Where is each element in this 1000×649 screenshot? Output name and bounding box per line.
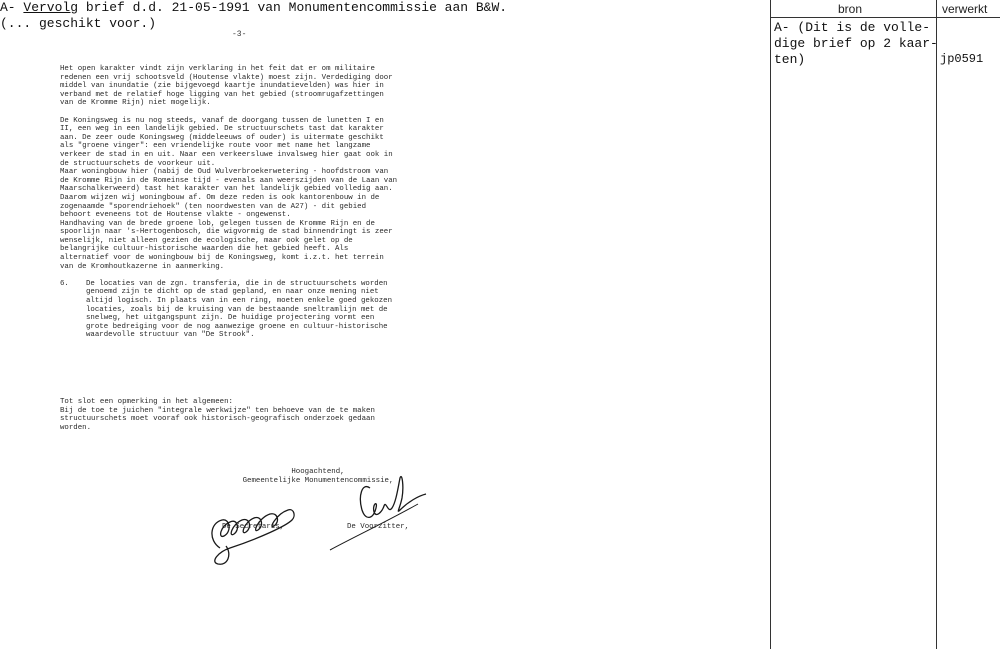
- verwerkt-column-header: verwerkt: [942, 2, 988, 16]
- signoff-regards: Hoogachtend,: [291, 468, 345, 476]
- verwerkt-cell: jp0591: [940, 52, 984, 66]
- paragraph-2: De Koningsweg is nu nog steeds, vanaf de doorgang tussen de lunetten I en II, een weg in een landelijk gebied. De structuurschets tast dat karakter aan. De zeer oude Koningsweg (middeleeuws of ouder) is uitermate geschikt als "groene vinger": een vriendelijke route voor met name het langzame verkeer de stad in en uit. Naar een verkeersluwe invalsweg hier gaat ook in de structuurschets de voorkeur uit.: [60, 116, 393, 168]
- table-left-border: [770, 0, 771, 649]
- secretary-label: De Secretaris,: [222, 523, 285, 531]
- bron-cell: A- (Dit is de volle- dige brief op 2 kaar- ten): [774, 20, 938, 67]
- letter-header: [0, 0, 770, 32]
- table-column-divider: [936, 0, 937, 649]
- header-line-1: [0, 0, 770, 16]
- closing-remark: [60, 398, 400, 432]
- closing-line-2: Bij de toe te juichen "integrale werkwijze" ten behoeve van de te maken structuurschets moet vooraf ook historisch-geografisch onderzoek gedaan worden.: [60, 406, 375, 432]
- bron-column-header: bron: [838, 2, 863, 16]
- paragraph-1: Het open karakter vindt zijn verklaring in het feit dat er om militaire redenen een vrij schootsveld (Houtense vlakte) moest zijn. Verdediging door middel van inundatie (zie bijgevoegd kaartje inundatievelden) was hier in verband met de relatief hoge ligging van het gebied (stroomrugafzettingen van de Kromme Rijn) niet mogelijk.: [60, 65, 393, 108]
- paragraph-3: Maar woningbouw hier (nabij de Oud Wulverbroekerwetering - hoofdstroom van de Kromme Rijn in de Romeinse tijd - evenals aan weerszijden van de Laan van Maarschalkerweerd) tast het karakter van het landelijk gebied volledig aan. Daarom wijzen wij woningbouw af. Om deze reden is ook kantorenbouw in de zogenaamde "sporendriehoek" (ten noordwesten van de A27) - dit gebied behoort eveneens tot de Houtense vlakte - ongewenst.: [60, 168, 398, 220]
- page-number: -3-: [232, 30, 247, 39]
- header-rest: brief d.d. 21-05-1991 van Monumentencommissie aan B&W.: [78, 0, 508, 15]
- header-vervolg: Vervolg: [23, 0, 79, 15]
- signoff-organisation: Gemeentelijke Monumentencommissie,: [242, 477, 394, 485]
- header-prefix: A-: [0, 0, 24, 15]
- item-number: 6.: [60, 279, 69, 288]
- chair-label: De Voorzitter,: [347, 523, 410, 531]
- table-header-rule: [770, 17, 1000, 18]
- signoff-block: [238, 468, 398, 486]
- paragraph-4: Handhaving van de brede groene lob, gelegen tussen de Kromme Rijn en de spoorlijn naar 's-Hertogenbosch, die wigvormig de stad binnendringt is zeer wenselijk, niet alleen gezien de ecologische, maar ook gelet op de belangrijke cultuur-historische waarden die het gebied heeft. Als alternatief voor de woningbouw bij de Koningsweg, komt i.z.t. het terrein van de Kromhoutkazerne in aanmerking.: [60, 219, 393, 271]
- numbered-item-6: [60, 280, 400, 340]
- letter-body: [60, 65, 400, 340]
- header-line-2: (... geschikt voor.): [0, 16, 157, 31]
- item-text: De locaties van de zgn. transferia, die in de structuurschets worden genoemd zijn te dicht op de stad gepland, en naar onze mening niet altijd logisch. In plaats van in een ring, moeten enkele goed gekozen locaties, zoals bij de kruising van de bestaande sneltramlijn met de snelweg, het uitgangspunt zijn. De huidige projectering vormt een grote bedreiging voor de nog aanwezige groene en cultuur-historische waardevolle structuur van "De Strook".: [86, 279, 393, 340]
- closing-line-1: Tot slot een opmerking in het algemeen:: [60, 398, 233, 406]
